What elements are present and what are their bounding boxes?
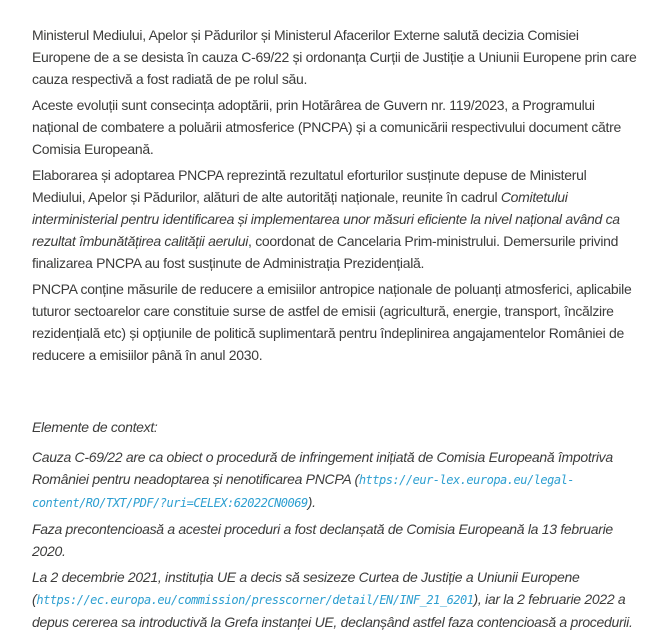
section-spacer [32, 370, 640, 416]
paragraph-continut-pncpa [32, 278, 640, 366]
text-run: , coordonat de Cancelaria Prim-ministrului. Demersurile privind finalizarea PNCPA au fost susținute de Administrația Prezidențială. [32, 233, 619, 271]
context-heading [32, 416, 640, 438]
text-run: ). [307, 494, 316, 510]
paragraph-cauza-infringement [32, 446, 640, 514]
text-run: Cauza C-69/22 are ca obiect o procedură de infringement inițiată de Comisia Europeană împotriva României pentru neadoptarea și nenotificarea PNCPA ( [32, 449, 613, 487]
text-run: ), iar la 2 februarie 2022 a depus cererea sa introductivă la Grefa instanței UE, declanșând astfel faza contencioasă a procedurii. [32, 591, 633, 630]
paragraph-evolutii-pncpa [32, 94, 640, 160]
paragraph-elaborare-adoptare [32, 164, 640, 274]
text-run: PNCPA conține măsurile de reducere a emisiilor antropice naționale de poluanți atmosferici, aplicabile tuturor sectoarelor care constituie surse de astfel de emisii (agricultură, energie, transport, încălzire rezidențială etc) și opțiunile de politică suplimentară pentru îndeplinirea angajamentelor României de reducere a emisiilor până în anul 2030. [32, 281, 632, 363]
ec-presscorner-link[interactable]: https://ec.europa.eu/commission/presscorner/detail/EN/INF_21_6201 [36, 593, 474, 607]
paragraph-sesizare-curte [32, 566, 640, 633]
paragraph-decizie-comisie [32, 24, 640, 90]
text-run: Elaborarea și adoptarea PNCPA reprezintă rezultatul eforturilor susținute depuse de Ministerul Mediului, Apelor și Pădurilor, alături de alte autorități naționale, reunite în cadrul [32, 167, 587, 205]
paragraph-faza-precontencioasa [32, 518, 640, 562]
text-run: Ministerul Mediului, Apelor și Pădurilor și Ministerul Afacerilor Externe salută decizia Comisiei Europene de a se desista în cauza C-69/22 și ordonanța Curții de Justiție a Uniunii Europene prin care cauza respectivă a fost radiată de pe rolul său. [32, 27, 637, 87]
text-run: Faza precontencioasă a acestei proceduri a fost declanșată de Comisia Europeană la 13 februarie 2020. [32, 521, 613, 559]
text-run: Aceste evoluții sunt consecința adoptării, prin Hotărârea de Guvern nr. 119/2023, a Programului național de combatere a poluării atmosferice (PNCPA) și a comunicării respectivului document către Comisia Europeană. [32, 97, 621, 157]
text-run: Elemente de context: [32, 419, 158, 435]
text-run: La 2 decembrie 2021, instituția UE a decis să sesizeze Curtea de Justiție a Uniunii Europene ( [32, 569, 580, 607]
eur-lex-link[interactable]: https://eur-lex.europa.eu/legal-content/RO/TXT/PDF/?uri=CELEX:62022CN0069 [32, 473, 575, 510]
text-run: Comitetului interministerial pentru identificarea și implementarea unor măsuri eficiente la nivel național având ca rezultat îmbunătățirea calității aerului [32, 189, 620, 249]
